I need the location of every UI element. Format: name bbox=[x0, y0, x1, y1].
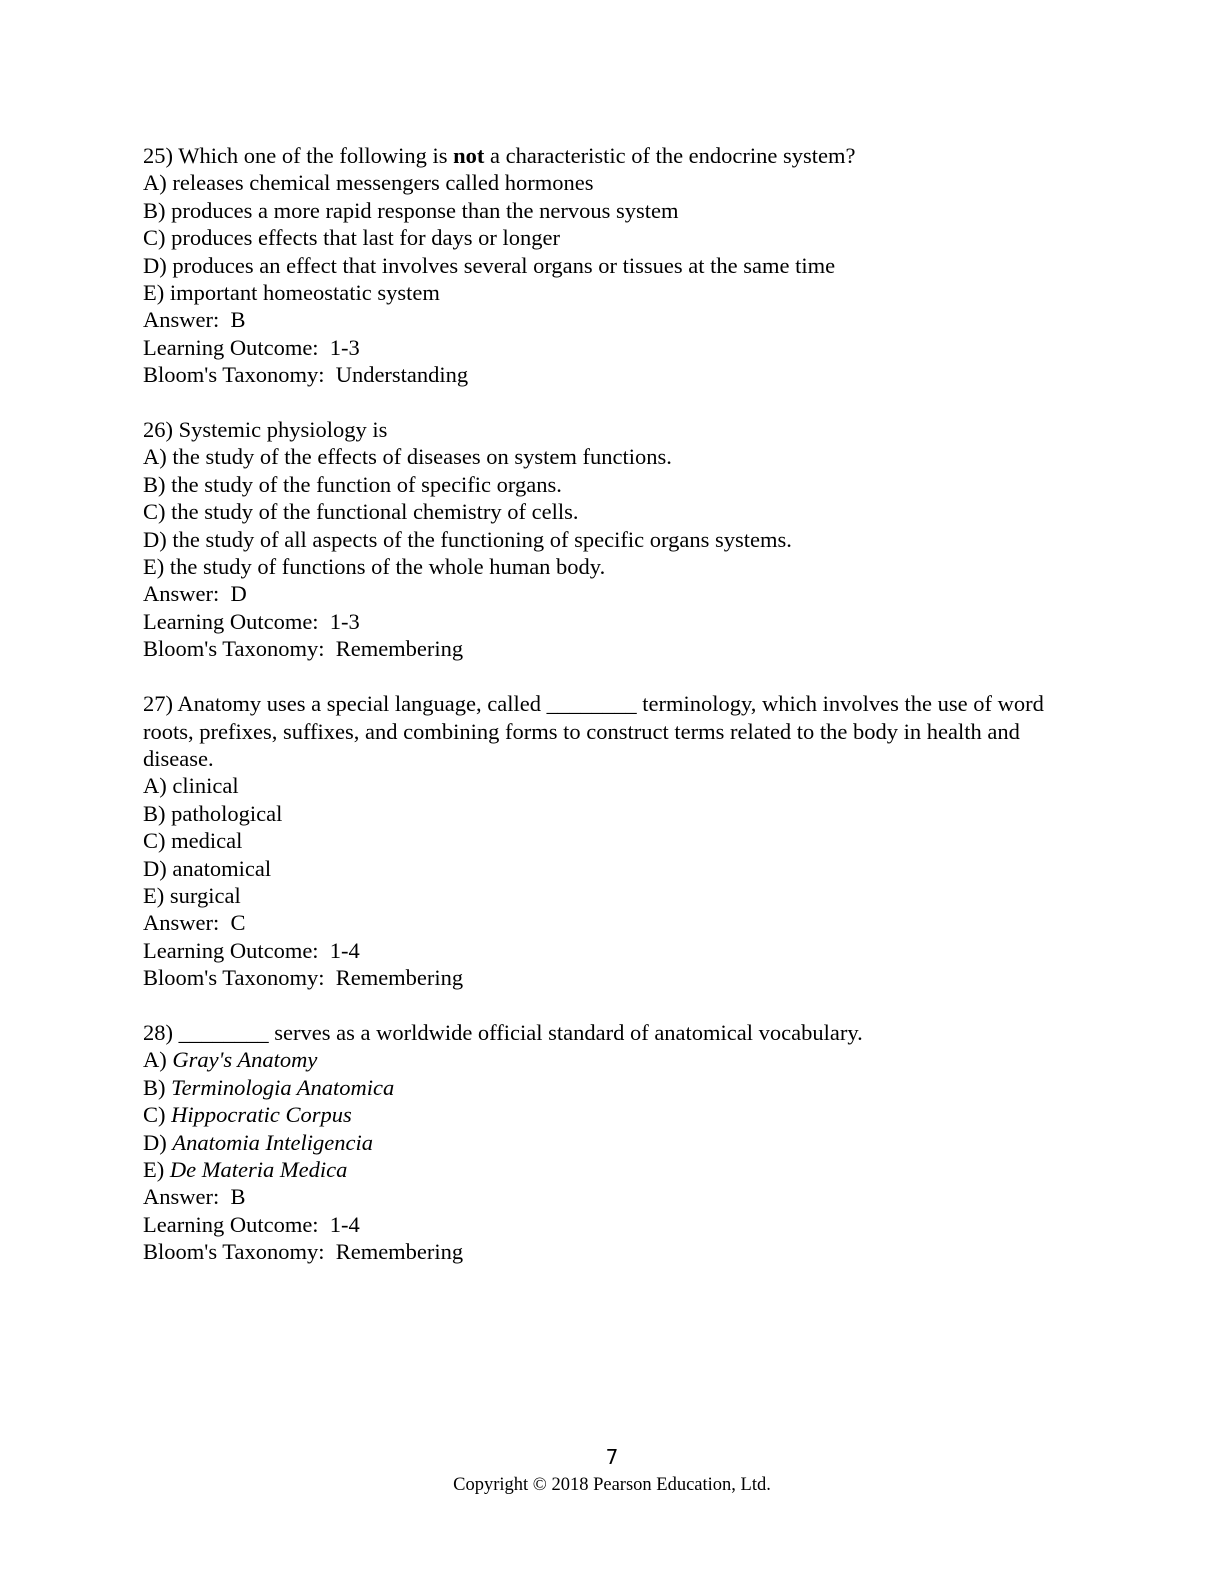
question-stem: 28) ________ serves as a worldwide official standard of anatomical vocabulary. bbox=[143, 1019, 863, 1045]
option-text: the study of the effects of diseases on system functions. bbox=[172, 444, 672, 470]
option-a bbox=[143, 772, 1063, 799]
option-b bbox=[143, 197, 1063, 224]
page-number: 7 bbox=[605, 1445, 619, 1469]
option-e bbox=[143, 882, 1063, 909]
blooms-taxonomy-line: Bloom's Taxonomy: Remembering bbox=[143, 965, 464, 991]
option-c bbox=[143, 498, 1063, 525]
question-26 bbox=[143, 416, 1063, 663]
option-letter: D) bbox=[143, 1129, 173, 1155]
answer-line: Answer: D bbox=[143, 581, 247, 607]
option-letter: E) bbox=[143, 554, 170, 580]
option-a bbox=[143, 169, 1063, 196]
option-b bbox=[143, 471, 1063, 498]
learning-outcome-line: Learning Outcome: 1-3 bbox=[143, 608, 360, 634]
option-text: the study of the function of specific organs. bbox=[171, 471, 562, 497]
option-b bbox=[143, 800, 1063, 827]
option-text: Hippocratic Corpus bbox=[171, 1102, 352, 1128]
option-text: releases chemical messengers called hormones bbox=[172, 170, 594, 196]
option-text: anatomical bbox=[172, 855, 272, 881]
option-letter: A) bbox=[143, 1047, 173, 1073]
question-stem: 27) Anatomy uses a special language, called ________ terminology, which involves the use of word roots, prefixes, suffixes, and combining forms to construct terms related to the body in health and disease. bbox=[143, 691, 1044, 771]
option-text: Terminologia Anatomica bbox=[171, 1074, 395, 1100]
option-text: medical bbox=[171, 828, 243, 854]
option-letter: D) bbox=[143, 855, 173, 881]
option-e bbox=[143, 1156, 1063, 1183]
answer-line: Answer: B bbox=[143, 1184, 246, 1210]
option-e bbox=[143, 553, 1063, 580]
blooms-taxonomy-line: Bloom's Taxonomy: Understanding bbox=[143, 362, 469, 388]
option-letter: A) bbox=[143, 444, 173, 470]
option-text: produces an effect that involves several organs or tissues at the same time bbox=[172, 252, 836, 278]
answer-line: Answer: B bbox=[143, 307, 246, 333]
option-text: Gray's Anatomy bbox=[172, 1047, 318, 1073]
learning-outcome-line: Learning Outcome: 1-3 bbox=[143, 334, 360, 360]
option-text: the study of the functional chemistry of cells. bbox=[171, 499, 579, 525]
option-b bbox=[143, 1074, 1063, 1101]
question-stem bbox=[143, 142, 1063, 169]
option-letter: C) bbox=[143, 1102, 172, 1128]
copyright-notice: Copyright © 2018 Pearson Education, Ltd. bbox=[453, 1475, 771, 1495]
option-letter: B) bbox=[143, 197, 172, 223]
stem-text: 25) Which one of the following is bbox=[143, 143, 454, 168]
option-a bbox=[143, 1046, 1063, 1073]
option-d bbox=[143, 855, 1063, 882]
option-letter: E) bbox=[143, 1156, 170, 1182]
option-a bbox=[143, 443, 1063, 470]
answer-line: Answer: C bbox=[143, 910, 246, 936]
option-text: important homeostatic system bbox=[169, 280, 440, 306]
blooms-taxonomy-line: Bloom's Taxonomy: Remembering bbox=[143, 636, 464, 662]
option-letter: D) bbox=[143, 252, 173, 278]
option-letter: C) bbox=[143, 828, 172, 854]
option-text: De Materia Medica bbox=[169, 1156, 348, 1182]
option-text: produces effects that last for days or longer bbox=[171, 225, 560, 251]
page-content bbox=[143, 142, 1063, 1293]
option-letter: A) bbox=[143, 170, 173, 196]
learning-outcome-line: Learning Outcome: 1-4 bbox=[143, 937, 360, 963]
option-letter: E) bbox=[143, 882, 170, 908]
option-letter: C) bbox=[143, 499, 172, 525]
option-letter: B) bbox=[143, 471, 172, 497]
option-c bbox=[143, 827, 1063, 854]
stem-text: a characteristic of the endocrine system? bbox=[484, 143, 856, 168]
question-stem: 26) Systemic physiology is bbox=[143, 417, 388, 443]
option-c bbox=[143, 224, 1063, 251]
question-28 bbox=[143, 1019, 1063, 1266]
learning-outcome-line: Learning Outcome: 1-4 bbox=[143, 1211, 360, 1237]
question-27 bbox=[143, 690, 1063, 991]
option-d bbox=[143, 252, 1063, 279]
option-d bbox=[143, 1129, 1063, 1156]
option-text: produces a more rapid response than the nervous system bbox=[171, 197, 679, 223]
option-text: pathological bbox=[171, 800, 283, 826]
option-e bbox=[143, 279, 1063, 306]
option-letter: D) bbox=[143, 526, 173, 552]
option-text: the study of functions of the whole human body. bbox=[169, 554, 606, 580]
option-text: surgical bbox=[169, 882, 241, 908]
blooms-taxonomy-line: Bloom's Taxonomy: Remembering bbox=[143, 1239, 464, 1265]
option-letter: C) bbox=[143, 225, 172, 251]
option-c bbox=[143, 1101, 1063, 1128]
option-letter: A) bbox=[143, 773, 173, 799]
option-text: clinical bbox=[172, 773, 239, 799]
option-d bbox=[143, 526, 1063, 553]
option-letter: B) bbox=[143, 1074, 172, 1100]
stem-emphasis: not bbox=[453, 143, 485, 168]
option-letter: E) bbox=[143, 280, 170, 306]
option-text: Anatomia Inteligencia bbox=[172, 1129, 373, 1155]
question-25 bbox=[143, 142, 1063, 389]
option-text: the study of all aspects of the functioning of specific organs systems. bbox=[172, 526, 792, 552]
option-letter: B) bbox=[143, 800, 172, 826]
